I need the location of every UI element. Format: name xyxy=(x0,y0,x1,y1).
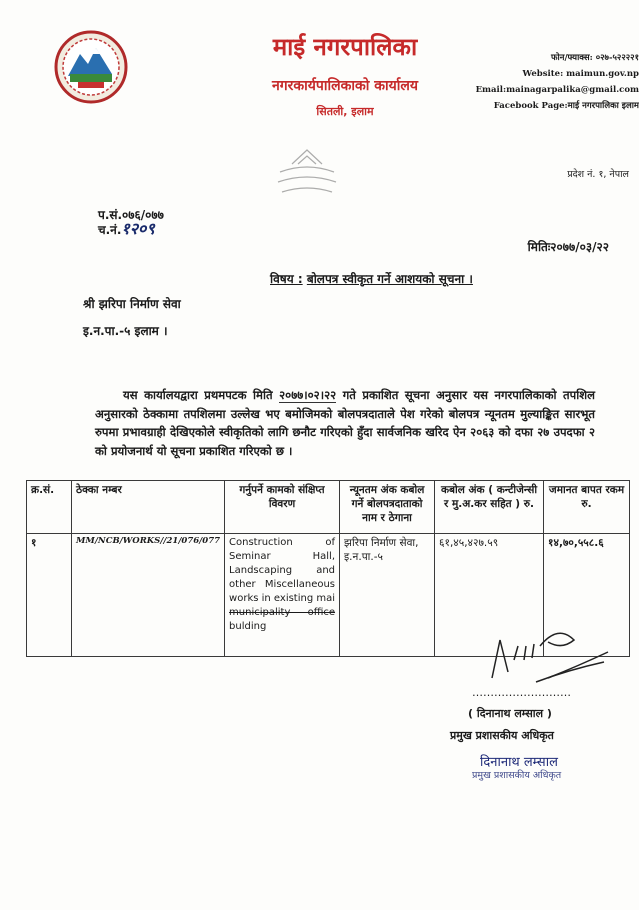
th-amount: कबोल अंक ( कन्टीजेन्सी र मु.अ.कर सहित ) रु. xyxy=(435,481,544,534)
cell-contract-no: MM/NCB/WORKS//21/076/077 xyxy=(72,534,225,657)
office-title: माई नगरपालिका xyxy=(272,33,418,61)
website-line: Website: maimun.gov.np xyxy=(522,69,639,79)
seal-name: दिनानाथ लम्साल xyxy=(480,755,558,770)
email-line: Email:mainagarpalika@gmail.com xyxy=(475,85,639,95)
handwritten-signature xyxy=(478,620,618,690)
signature-line: ……………………… xyxy=(472,686,571,699)
para-part1: यस कार्यालयद्वारा प्रथमपटक मिति xyxy=(123,388,273,402)
table-header-row xyxy=(27,481,630,534)
cn-value: १२०९ xyxy=(121,219,155,238)
subject-label: विषय : xyxy=(270,272,303,286)
addressee-name: श्री झरिपा निर्माण सेवा xyxy=(83,297,181,311)
signatory-name: ( दिनानाथ लम्साल ) xyxy=(468,707,552,720)
subject-text: बोलपत्र स्वीकृत गर्ने आशयको सूचना । xyxy=(306,272,473,286)
seal-title: प्रमुख प्रशासकीय अधिकृत xyxy=(472,770,562,781)
province-text: प्रदेश नं. १, नेपाल xyxy=(567,169,629,180)
reference-block xyxy=(98,208,164,237)
th-sn: क्र.सं. xyxy=(27,481,72,534)
phone-line: फोन/फ्याक्स: ०२७-५२२२२१ xyxy=(550,53,639,63)
ps-number: प.सं.०७६/०७७ xyxy=(98,208,164,222)
subject-line xyxy=(270,270,473,287)
th-description: गर्नुपर्ने कामको संक्षिप्त विवरण xyxy=(225,481,340,534)
cn-label: च.नं. xyxy=(98,223,122,237)
addressee-address: इ.न.पा.-५ इलाम । xyxy=(83,324,168,338)
para-date: २०७७।०२।२२ xyxy=(279,388,337,402)
municipality-logo xyxy=(52,30,130,104)
cell-bidder: झरिपा निर्माण सेवा, इ.न.पा.-५ xyxy=(340,534,435,657)
th-bidder: न्यूनतम अंक कबोल गर्ने बोलपत्रदाताको नाम र ठेगाना xyxy=(340,481,435,534)
th-contract-no: ठेक्का नम्बर xyxy=(72,481,225,534)
desc-main: Construction of Seminar Hall, Landscaping and other Miscellaneous works in existing mai xyxy=(229,537,336,604)
office-stamp xyxy=(262,142,352,200)
office-place: सितली, इलाम xyxy=(316,105,374,118)
letter-date: मितिः२०७७/०३/२२ xyxy=(527,240,609,254)
cell-amount: ६१,४५,४२७.५९ xyxy=(435,534,544,657)
facebook-line: Facebook Page:माई नगरपालिका इलाम xyxy=(493,101,639,111)
signatory-title: प्रमुख प्रशासकीय अधिकृत xyxy=(450,729,554,742)
th-guarantee: जमानत बापत रकम रु. xyxy=(544,481,630,534)
notice-paragraph xyxy=(95,386,595,460)
cell-sn: १ xyxy=(27,534,72,657)
cell-description xyxy=(225,534,340,657)
cell-guarantee: १४,७०,५५८.६ xyxy=(544,534,630,657)
desc-end: bulding xyxy=(229,621,267,632)
cn-row xyxy=(98,219,164,238)
para-part2: गते प्रकाशित सूचना अनुसार यस नगरपालिकाको तपशिल अनुसारको ठेक्कामा तपशिलमा उल्लेख भए बमोजिमको बोलपत्रदाताले पेश गरेको बोलपत्र न्यूनतम मुल्याङ्कित सारभूत रुपमा प्रभावग्राही देखिएकोले स्वीकृतिको लागि छनौट गरिएको हुँदा सार्वजनिक खरिद ऐन २०६३ को दफा २७ उपदफा २ को प्रयोजनार्थ यो सूचना प्रकाशित गरिएको छ । xyxy=(95,388,595,458)
office-subtitle: नगरकार्यपालिकाको कार्यालय xyxy=(272,78,418,94)
contact-block xyxy=(476,50,639,114)
desc-strike: municipality office xyxy=(229,607,336,618)
